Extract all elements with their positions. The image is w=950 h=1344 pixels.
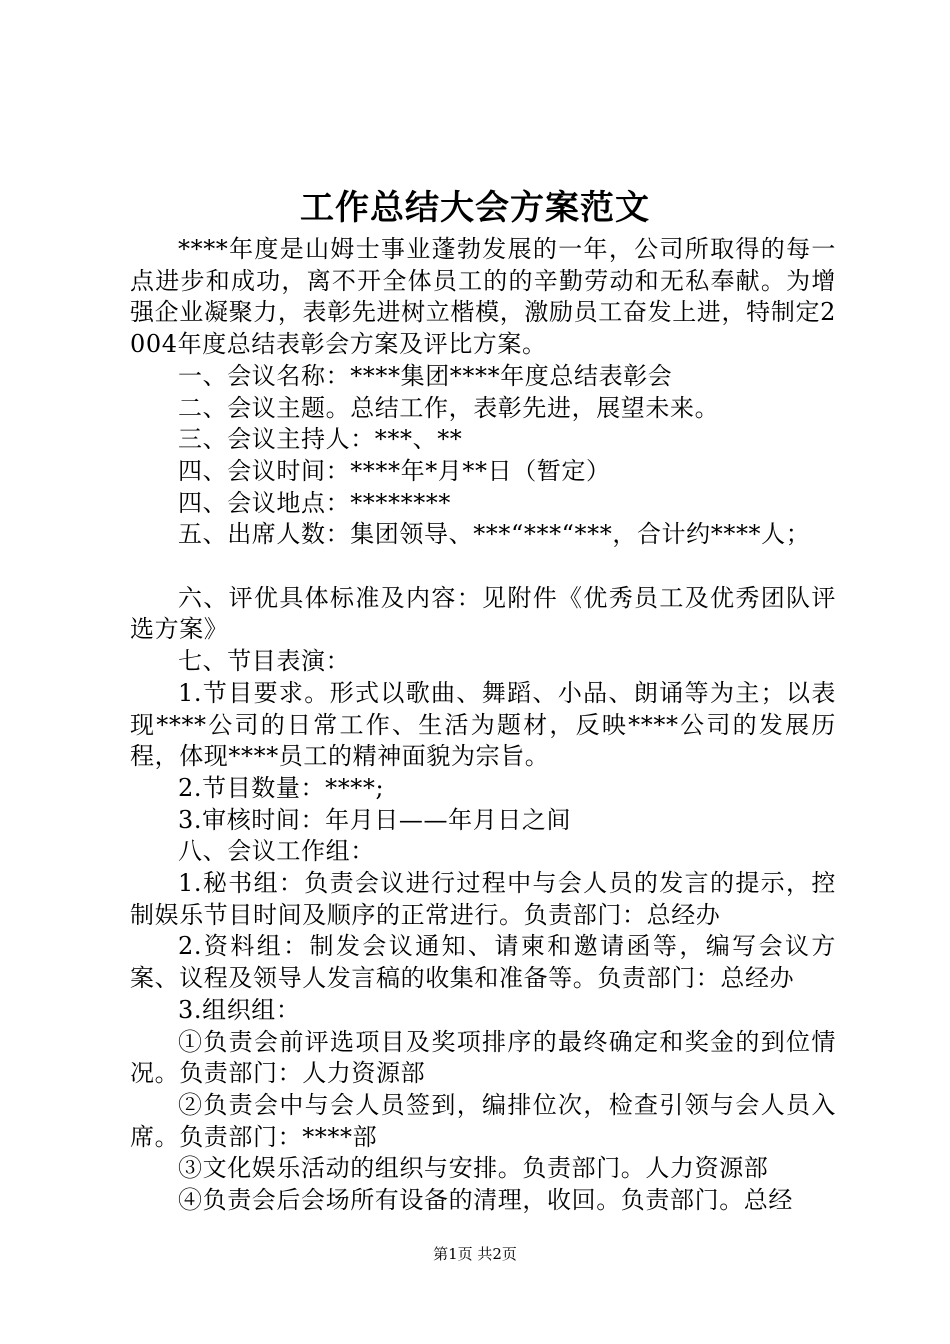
document-title: 工作总结大会方案范文	[300, 188, 650, 228]
paragraph: ****年度是山姆士事业蓬勃发展的一年，公司所取得的每一点进步和成功，离不开全体员工的的辛勤劳动和无私奉献。为增强企业凝聚力，表彰先进树立楷模，激励员工奋发上进，特制定2004年度总结表彰会方案及评比方案。	[130, 235, 836, 359]
paragraph: 七、节目表演：	[178, 647, 351, 676]
paragraph: 2.资料组：制发会议通知、请柬和邀请函等，编写会议方案、议程及领导人发言稿的收集和准备等。负责部门：总经办	[130, 932, 836, 993]
blank-line	[130, 551, 836, 583]
paragraph: 2.节目数量：****;	[178, 773, 385, 802]
paragraph: ④负责会后会场所有设备的清理，收回。负责部门。总经	[178, 1186, 793, 1215]
paragraph: ①负责会前评选项目及奖项排序的最终确定和奖金的到位情况。负责部门：人力资源部	[130, 1027, 836, 1088]
paragraph: 四、会议时间：****年*月**日（暂定）	[178, 456, 611, 485]
paragraph: 三、会议主持人：***、**	[178, 425, 463, 454]
document-body	[130, 234, 836, 1217]
paragraph: 八、会议工作组：	[178, 837, 375, 866]
paragraph: ②负责会中与会人员签到，编排位次，检查引领与会人员入席。负责部门：****部	[130, 1090, 836, 1151]
paragraph: 二、会议主题。总结工作，表彰先进，展望未来。	[178, 393, 720, 422]
paragraph: 一、会议名称：****集团****年度总结表彰会	[178, 361, 673, 390]
paragraph: 六、评优具体标准及内容：见附件《优秀员工及优秀团队评选方案》	[130, 583, 836, 644]
paragraph: ③文化娱乐活动的组织与安排。负责部门。人力资源部	[178, 1154, 769, 1183]
page-footer: 第1页 共2页	[433, 1245, 517, 1263]
paragraph: 3.审核时间：年月日——年月日之间	[178, 805, 572, 834]
paragraph: 1.秘书组：负责会议进行过程中与会人员的发言的提示，控制娱乐节目时间及顺序的正常进行。负责部门：总经办	[130, 869, 836, 929]
paragraph: 3.组织组：	[178, 995, 301, 1024]
paragraph: 五、出席人数：集团领导、***“***“***，合计约****人；	[178, 520, 811, 549]
paragraph: 1.节目要求。形式以歌曲、舞蹈、小品、朗诵等为主；以表现****公司的日常工作、生活为题材，反映****公司的发展历程，体现****员工的精神面貌为宗旨。	[130, 678, 836, 771]
paragraph: 四、会议地点：********	[178, 488, 451, 517]
